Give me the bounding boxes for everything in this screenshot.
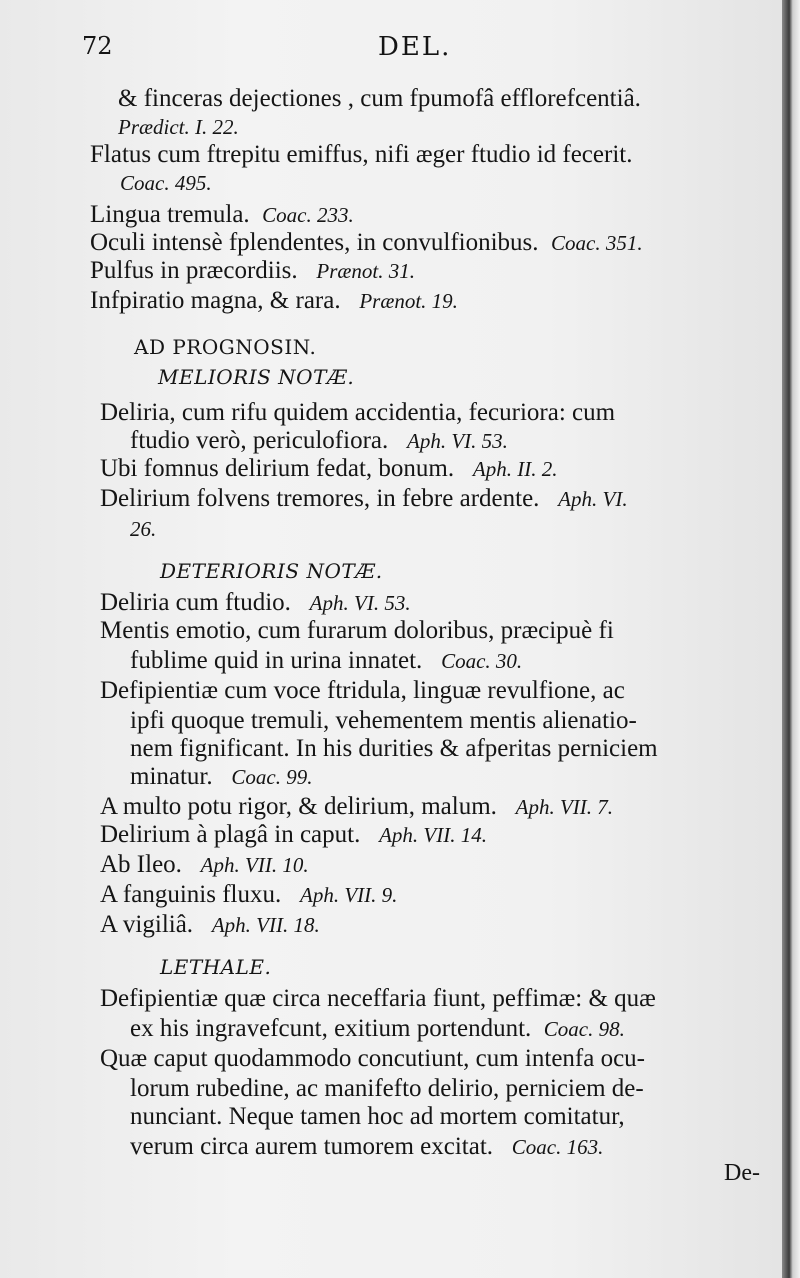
reference: Coac. 495. [120, 171, 212, 195]
section-heading: AD PROGNOSIN. [134, 335, 317, 359]
text-line: Defipientiæ quæ circa neceffaria fiunt, peffimæ: & quæ [100, 985, 656, 1012]
reference: Coac. 163. [511, 1135, 604, 1159]
reference: Coac. 351. [551, 231, 643, 255]
text-line: Infpiratio magna, & rara. Prænot. 19. [90, 287, 458, 314]
text-line: Ab Ileo. Aph. VII. 10. [100, 851, 309, 878]
book-edge [782, 0, 800, 1278]
text-line: nem fignificant. In his durities & afperitas perniciem [130, 735, 658, 762]
reference: Coac. 99. [231, 765, 313, 789]
reference: Aph. II. 2. [472, 457, 558, 481]
text-line: A vigiliâ. Aph. VII. 18. [100, 911, 320, 938]
reference: Prædict. I. 22. [118, 115, 239, 139]
text-line: ex his ingravefcunt, exitium portendunt. Coac. 98. [130, 1015, 625, 1042]
running-head: DEL. [378, 32, 452, 62]
text-line: A fanguinis fluxu. Aph. VII. 9. [100, 881, 398, 908]
reference: 26. [130, 517, 157, 541]
text-line: fublime quid in urina innatet. Coac. 30. [130, 647, 523, 674]
text-line: Pulfus in præcordiis. Prænot. 31. [90, 257, 415, 284]
reference: Aph. VII. 14. [379, 823, 487, 847]
subsection-heading: MELIORIS NOTÆ. [158, 365, 355, 389]
text-line: Quæ caput quodammodo concutiunt, cum intenfa ocu- [100, 1045, 646, 1072]
reference: Prænot. 19. [359, 289, 458, 313]
text-line: verum circa aurem tumorem excitat. Coac. 163. [130, 1133, 604, 1160]
page-header [82, 32, 742, 72]
page-number: 72 [82, 32, 113, 60]
reference: Prænot. 31. [316, 259, 415, 283]
text-line: Deliria, cum rifu quidem accidentia, fecuriora: cum [100, 399, 616, 426]
reference: Aph. VI. [558, 487, 628, 511]
reference: Coac. 233. [262, 203, 354, 227]
reference: Aph. VII. 10. [200, 853, 309, 877]
text-line [130, 514, 156, 544]
reference: Aph. VII. 7. [515, 795, 614, 819]
text-line: Mentis emotio, cum furarum doloribus, præcipuè fi [100, 617, 614, 644]
text-line: nunciant. Neque tamen hoc ad mortem comitatur, [130, 1103, 625, 1130]
text-line: A multo potu rigor, & delirium, malum. Aph. VII. 7. [100, 793, 614, 820]
text-line: Flatus cum ftrepitu emiffus, nifi æger ftudio id fecerit. [90, 141, 633, 168]
text-line: ftudio verò, periculofiora. Aph. VI. 53. [130, 427, 508, 454]
catchword: De- [724, 1160, 760, 1186]
text-line [118, 112, 239, 142]
subsection-heading: DETERIORIS NOTÆ. [160, 559, 383, 583]
text-line [120, 168, 212, 198]
text-line: Lingua tremula. Coac. 233. [90, 201, 354, 228]
reference: Coac. 98. [543, 1017, 625, 1041]
text-line: Defipientiæ cum voce ftridula, linguæ revulfione, ac [100, 677, 625, 704]
text-line: Delirium folvens tremores, in febre ardente. Aph. VI. [100, 485, 628, 512]
reference: Aph. VII. 18. [211, 913, 320, 937]
text-line: minatur. Coac. 99. [130, 763, 313, 790]
text-line: lorum rubedine, ac manifefto delirio, perniciem de- [130, 1075, 644, 1102]
reference: Aph. VI. 53. [309, 591, 411, 615]
text-line: & finceras dejectiones , cum fpumofâ efflorefcentiâ. [118, 85, 641, 112]
text-line: ipfi quoque tremuli, vehementem mentis alienatio- [130, 707, 637, 734]
reference: Aph. VII. 9. [300, 883, 398, 907]
reference: Coac. 30. [441, 649, 523, 673]
subsection-heading: LETHALE. [160, 955, 272, 979]
text-line: Deliria cum ftudio. Aph. VI. 53. [100, 589, 411, 616]
text-line: Ubi fomnus delirium fedat, bonum. Aph. II. 2. [100, 455, 558, 482]
text-line: Oculi intensè fplendentes, in convulfionibus. Coac. 351. [90, 229, 643, 256]
text-line: Delirium à plagâ in caput. Aph. VII. 14. [100, 821, 487, 848]
reference: Aph. VI. 53. [407, 429, 508, 453]
